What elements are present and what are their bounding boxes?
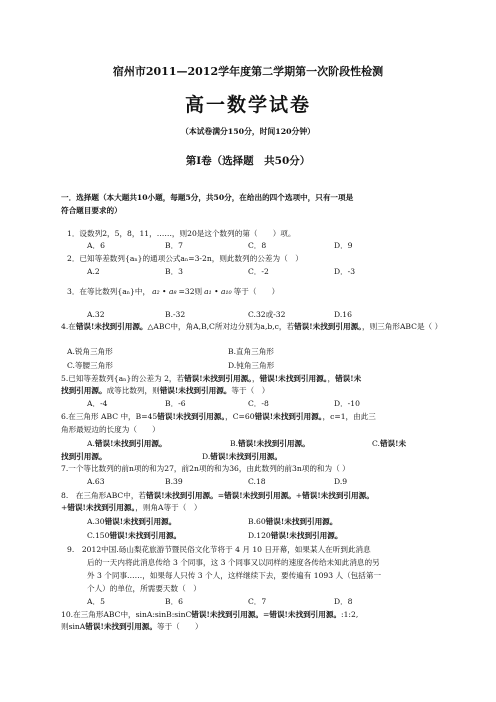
part-title: 第Ⅰ卷（选择题 共50分）: [185, 155, 311, 167]
q3-formula-a1a10: a₁ • a₁₀: [204, 287, 232, 296]
q2-option-d: D．-3: [334, 267, 356, 276]
q6-error-ref: 错误!未找到引用源。: [94, 439, 167, 448]
q4-option-c: C.等腰三角形: [67, 361, 113, 370]
q10-error-ref: 错误!未找到引用源。: [269, 610, 342, 619]
q9-option-b: B．6: [165, 597, 184, 606]
q8-option-a-label: A.30: [87, 517, 105, 526]
q9-option-a: A．5: [87, 597, 105, 606]
q4-error-ref: 错误!未找到引用源。: [75, 322, 148, 331]
q8-stem-line2: +错误!未找到引用源。，则角A等于（ ）: [61, 503, 202, 512]
q4-option-b: B.直角三角形: [228, 347, 274, 356]
q5-text-a: 5.已知等差数列{aₙ}的公差为 2，若: [61, 374, 185, 383]
q8-error-ref: 错误!未找到引用源。: [67, 503, 136, 512]
q4-stem: [61, 322, 442, 332]
q8-error-ref: 错误!未找到引用源。: [146, 491, 218, 500]
paper-title: 高一数学试卷: [184, 94, 311, 116]
q7-option-b: B.39: [165, 477, 183, 486]
q4-option-d: D.钝角三角形: [228, 361, 275, 370]
q6-error-ref: 错误!未: [379, 439, 407, 448]
q10-error-ref: 错误!未找到引用源。: [85, 622, 157, 631]
q6-option-d-label: D.: [202, 452, 211, 461]
q3-stem-b: =32则: [178, 287, 203, 296]
q10-text-a: 10.在三角形ABC中，sinA:sinB:sinC: [61, 610, 192, 619]
q3-stem-a: 3．在等比数列{aₙ}中，: [67, 287, 151, 296]
q5-option-d: D．-10: [334, 399, 360, 408]
q10-error-ref: 错误!未找到引用源。: [191, 610, 263, 619]
q6-error-ref: 错误!未找到引用源。: [254, 412, 323, 421]
q8-error-ref: 错误!未找到引用源。: [265, 517, 338, 526]
q7-option-d: D.9: [334, 477, 348, 486]
q8-option-c-label: C.150: [87, 531, 110, 540]
q4-error-ref: 错误!未找到引用源。: [294, 322, 362, 331]
q5-sep: ，: [327, 374, 336, 383]
q3-formula-a2a8: a₂ • a₈: [152, 287, 177, 296]
q9-stem-line4: 个人）的单位，所需要天数（ ）: [87, 584, 201, 593]
q5-sep: ，: [251, 374, 260, 383]
q8-error-ref: 错误!未找到引用源。: [109, 531, 182, 540]
q10-text-b: =: [262, 610, 270, 619]
q5-text-c: 等于（ ）: [231, 386, 270, 395]
q6-option-c: [372, 439, 406, 449]
q7-option-a: A.63: [87, 477, 105, 486]
q3-option-d: D.16: [334, 310, 352, 319]
q3-option-a: A.32: [87, 310, 105, 319]
q8-option-c: [87, 531, 181, 541]
q7-option-c: C.18: [248, 477, 266, 486]
q8-option-a: [87, 517, 176, 527]
q8-error-ref: 错误!未找到引用源。: [302, 491, 374, 500]
q6-text-a: 6.在三角形 ABC 中，B=45: [61, 412, 158, 421]
q6-error-ref: 错误!未找到引用源。: [157, 412, 226, 421]
q8-error-ref: 错误!未找到引用源。: [224, 491, 296, 500]
section-intro-line1: 一．选择题（本大题共10小题，每题5分，共50分，在给出的四个选项中，只有一项是: [61, 193, 354, 202]
q5-stem-line2: [61, 386, 269, 396]
q10-text-d: 则sinA: [61, 622, 86, 631]
q8-option-d: [248, 531, 342, 541]
q5-text-b: 成等比数列，则: [106, 386, 160, 395]
q3-stem: [67, 287, 279, 297]
q9-option-d: D．8: [334, 597, 353, 606]
section-intro-line2: 符合题目要求的）: [61, 206, 122, 215]
q10-stem-line2: [61, 622, 203, 632]
q1-option-c: C．8: [248, 241, 267, 250]
q6-option-b-label: B.: [230, 439, 238, 448]
q6-option-a: [87, 439, 167, 449]
q6-stem-line2: 角形最短边的长度为（ ）: [61, 425, 160, 434]
q8-text-a: 8. 在三角形ABC中，若: [61, 491, 147, 500]
q6-option-c-cont: 找到引用源。: [61, 452, 107, 461]
q9-stem-line3: 外 3 个同事……，如果每人只传 3 个人，这样继续下去，要传遍有 1093 人（包括第一: [87, 571, 382, 580]
q3-option-b: B.-32: [165, 310, 186, 319]
q7-stem: 7.一个等比数列的前n项的和为27，前2n项的和为36，由此数列的前3n项的和为（ ）: [61, 464, 350, 473]
school-title: 宿州市2011—2012学年度第二学期第一次阶段性检测: [112, 65, 384, 78]
q2-option-a: A.2: [87, 267, 100, 276]
q5-option-c: C．-8: [248, 399, 269, 408]
q10-text-e: 等于（ ）: [156, 622, 203, 631]
q6-option-b: [230, 439, 310, 449]
q4-text-b: △ABC中，角A,B,C所对边分别为a,b,c，若: [147, 322, 295, 331]
q4-option-a: A.锐角三角形: [67, 347, 113, 356]
q8-error-ref: 错误!未找到引用源。: [270, 531, 343, 540]
q8-error-ref: 错误!未找到引用源。: [104, 517, 177, 526]
q8-text-b: ，则角A等于（ ）: [135, 503, 202, 512]
q5-option-a: A．-4: [87, 399, 108, 408]
q8-option-d-label: D.120: [248, 531, 271, 540]
q5-error-ref: 错误!未找到引用源。: [159, 386, 232, 395]
q2-option-b: B．3: [165, 267, 184, 276]
q2-option-c: C．-2: [248, 267, 269, 276]
q10-stem-line1: [61, 610, 358, 620]
q6-option-a-label: A.: [87, 439, 95, 448]
q6-error-ref: 错误!未找到引用源。: [238, 439, 310, 448]
q4-text-a: 4.在: [61, 322, 76, 331]
q6-error-ref: 错误!未找到引用源。: [210, 452, 282, 461]
q5-error-ref: 错误!未: [335, 374, 362, 383]
q6-text-b: ，C=60: [225, 412, 255, 421]
q1-option-d: D．9: [334, 241, 353, 250]
q1-stem: 1．设数列2，5，8，11，……，则20是这个数列的第（ ）项。: [67, 229, 296, 238]
q10-text-c: :1:2,: [341, 610, 359, 619]
exam-note: （本试卷满分150分，时间120分钟）: [181, 127, 315, 136]
q6-option-d: [202, 452, 282, 462]
q3-option-c: C.32或-32: [248, 310, 286, 319]
q1-option-a: A．6: [87, 241, 105, 250]
q2-stem: 2．已知等差数列{aₙ}的通项公式aₙ=3-2n，则此数列的公差为（ ）: [67, 254, 303, 263]
q8-stem-line1: 8. 在三角形ABC中，若错误!未找到引用源。=错误!未找到引用源。+错误!未找到引用源。: [61, 491, 374, 500]
q4-text-c: ，则三角形ABC是（ ）: [361, 322, 443, 331]
q6-stem-line1: [61, 412, 376, 422]
q5-error-ref: 错误!未找到引用源。: [259, 374, 328, 383]
q5-option-b: B．-6: [165, 399, 186, 408]
q6-option-c-label: C.: [372, 439, 380, 448]
q5-error-ref: 错误!未找到引用源。: [184, 374, 252, 383]
q5-error-ref: 找到引用源。: [61, 386, 107, 395]
q1-option-b: B．7: [165, 241, 184, 250]
q8-option-b-label: B.60: [248, 517, 266, 526]
q3-stem-c: 等于（ ）: [233, 287, 280, 296]
q6-text-c: ，c=1，由此三: [322, 412, 376, 421]
q8-option-b: [248, 517, 337, 527]
q9-stem-line1: 9. 2012中国.砀山梨花旅游节暨民俗文化节将于 4 月 10 日开幕，如果某人在听到此消息: [67, 545, 371, 554]
q5-stem-line1: [61, 374, 361, 384]
q9-option-c: C．7: [248, 597, 267, 606]
q9-stem-line2: 后的一天内将此消息传给 3 个同事，这 3 个同事又以同样的速度各传给未知此消息的另: [87, 558, 380, 567]
